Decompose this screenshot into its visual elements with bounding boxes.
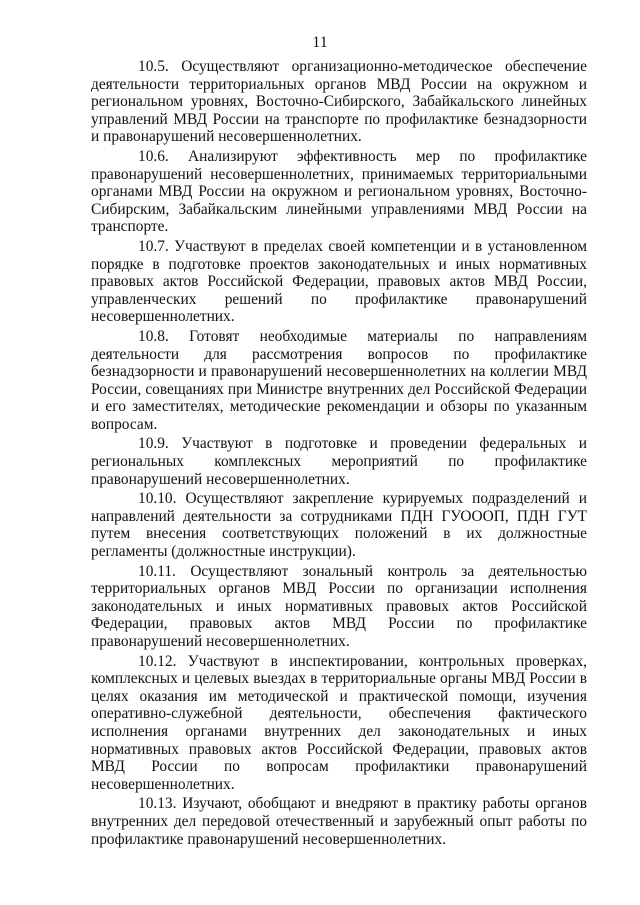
paragraph-10-8: 10.8. Готовят необходимые материалы по направлениям деятельности для рассмотрения вопросов по профилактике безнадзорности и правонарушений несовершеннолетних на коллегии МВД России, совещаниях при Министре внутренних дел Российской Федерации и его заместителях, методические рекомендации и обзоры по указанным вопросам. bbox=[91, 327, 587, 433]
paragraph-10-13: 10.13. Изучают, обобщают и внедряют в практику работы органов внутренних дел передовой отечественный и зарубежный опыт работы по профилактике правонарушений несовершеннолетних. bbox=[91, 795, 587, 848]
paragraph-10-9: 10.9. Участвуют в подготовке и проведении федеральных и региональных комплексных мероприятий по профилактике правонарушений несовершеннолетних. bbox=[91, 435, 587, 488]
paragraph-10-10: 10.10. Осуществляют закрепление курируемых подразделений и направлений деятельности за сотрудниками ПДН ГУОООП, ПДН ГУТ путем внесения соответствующих положений в их должностные регламенты (должностные инструкции). bbox=[91, 490, 587, 561]
page-number: 11 bbox=[312, 34, 328, 51]
paragraph-10-7: 10.7. Участвуют в пределах своей компетенции и в установленном порядке в подготовке проектов законодательных и иных нормативных правовых актов Российской Федерации, правовых актов МВД России, управленческих решений по профилактике правонарушений несовершеннолетних. bbox=[91, 237, 587, 326]
paragraph-10-12: 10.12. Участвуют в инспектировании, контрольных проверках, комплексных и целевых выездах в территориальные органы МВД России в целях оказания им методической и практической помощи, изучения оперативно-служебной деятельности, обеспечения фактического исполнения органами внутренних дел законодательных и иных нормативных правовых актов Российской Федерации, правовых актов МВД России по вопросам профилактики правонарушений несовершеннолетних. bbox=[91, 652, 587, 793]
document-body bbox=[91, 58, 587, 850]
paragraph-10-5: 10.5. Осуществляют организационно-методическое обеспечение деятельности территориальных органов МВД России на окружном и региональном уровнях, Восточно-Сибирского, Забайкальского линейных управлений МВД России на транспорте по профилактике безнадзорности и правонарушений несовершеннолетних. bbox=[91, 58, 587, 146]
paragraph-10-11: 10.11. Осуществляют зональный контроль за деятельностью территориальных органов МВД России по организации исполнения законодательных и иных нормативных правовых актов Российской Федерации, правовых актов МВД России по профилактике правонарушений несовершеннолетних. bbox=[91, 562, 587, 650]
paragraph-10-6: 10.6. Анализируют эффективность мер по профилактике правонарушений несовершеннолетних, принимаемых территориальными органами МВД России на окружном и региональном уровнях, Восточно-Сибирским, Забайкальским линейными управлениями МВД России на транспорте. bbox=[91, 147, 587, 236]
